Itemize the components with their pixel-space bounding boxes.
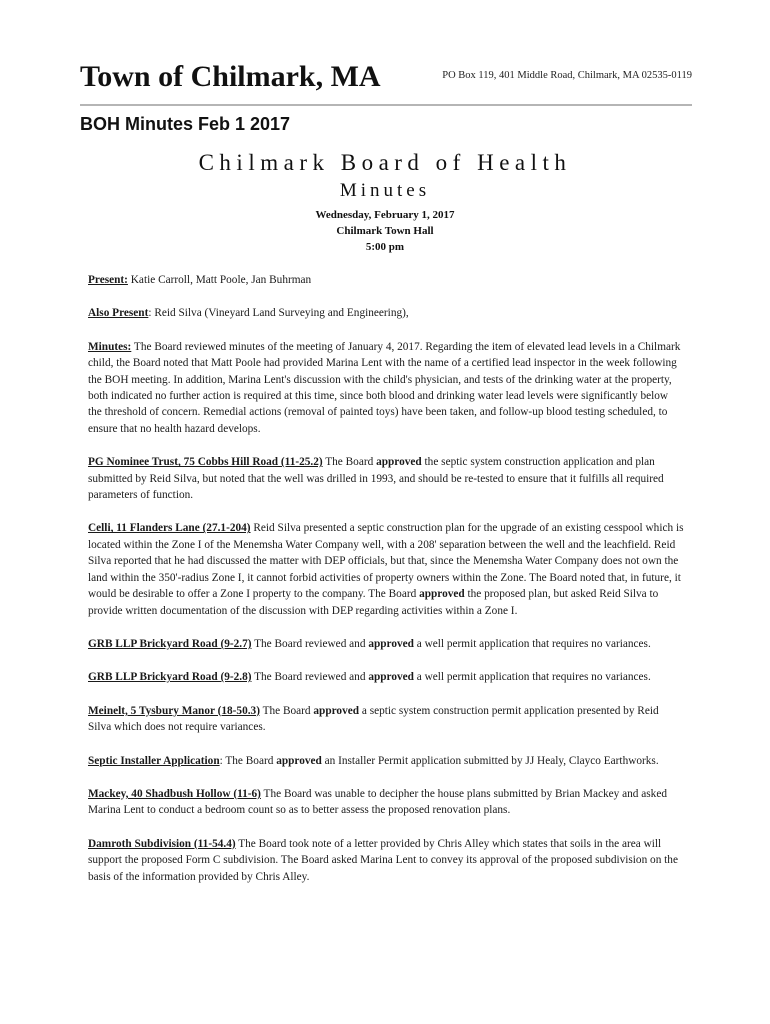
item-paragraph xyxy=(88,636,684,652)
meeting-time: 5:00 pm xyxy=(365,241,405,253)
item-text: The Board xyxy=(259,704,314,717)
item-paragraph xyxy=(88,520,684,618)
meeting-location: Chilmark Town Hall xyxy=(336,225,434,237)
item-label: Minutes: xyxy=(88,340,132,353)
item-paragraph xyxy=(88,339,684,437)
item-label: Celli, 11 Flanders Lane (27.1-204) xyxy=(88,522,251,535)
approved-keyword: approved xyxy=(376,456,422,469)
item-text: The Board was unable to decipher the house plans submitted by Brian Mackey and asked Marina Lent to conduct a bedroom count so as to better assess the proposed renovation plans. xyxy=(88,787,667,817)
item-label: PG Nominee Trust, 75 Cobbs Hill Road (11-25.2) xyxy=(88,456,323,469)
town-address: PO Box 119, 401 Middle Road, Chilmark, MA 02535-0119 xyxy=(442,70,692,81)
minutes-title: Minutes xyxy=(339,180,431,201)
approved-keyword: approved xyxy=(368,637,414,650)
also-present-label: Also Present xyxy=(88,307,149,320)
item-label: GRB LLP Brickyard Road (9-2.7) xyxy=(88,637,252,650)
item-paragraph xyxy=(88,786,684,819)
item-text: The Board reviewed minutes of the meeting of January 4, 2017. Regarding the item of elevated lead levels in a Chilmark child, the Board noted that Matt Poole had provided Marina Lent with the name of a certified lead inspector in the week following the BOH meeting. In addition, Marina Lent's discussion with the child's physician, and tests of the drinking water at the property, both indicated no further action is required at this time, since both blood and drinking water lead levels were significantly below the threshold of concern. Remedial actions (removal of painted toys) have been taken, and follow-up blood testing scheduled, to ensure that no health hazard develops. xyxy=(88,340,681,435)
approved-keyword: approved xyxy=(368,671,414,684)
item-text: The Board xyxy=(322,456,377,469)
item-text: a well permit application that requires no variances. xyxy=(413,671,651,684)
item-text: The Board reviewed and xyxy=(251,671,369,684)
minutes-body xyxy=(88,272,684,902)
item-label: Meinelt, 5 Tysbury Manor (18-50.3) xyxy=(88,704,260,717)
item-paragraph xyxy=(88,669,684,685)
item-label: GRB LLP Brickyard Road (9-2.8) xyxy=(88,671,252,684)
item-text: Reid Silva presented a septic construction plan for the upgrade of an existing cesspool which is located within the Zone I of the Menemsha Water Company well, with a 208' separation between the well and the leachfield. Reid Silva reported that he had discussed the matter with DEP officials, but that, since the Menemsha Water Company does not own the land within the 350'-radius Zone I, it cannot forbid activities of property owners within the Zone. The Board noted that, in future, it would be desirable to offer a Zone I property to the company. The Board xyxy=(88,522,684,601)
letterhead xyxy=(80,60,692,106)
approved-keyword: approved xyxy=(419,588,465,601)
board-title: Chilmark Board of Health xyxy=(198,150,572,175)
approved-keyword: approved xyxy=(313,704,360,717)
item-label: Mackey, 40 Shadbush Hollow (11-6) xyxy=(88,787,261,800)
present-paragraph xyxy=(88,272,684,288)
item-text: the septic system construction application and plan submitted by Reid Silva, but noted that the well was drilled in 1993, and should be re-tested to ensure that it fulfills all required parameters of function. xyxy=(88,456,664,502)
item-text: the proposed plan, but asked Reid Silva to provide written documentation of the discussion with DEP regarding activities within a Zone I. xyxy=(88,588,659,617)
item-label: Septic Installer Application xyxy=(88,754,220,767)
town-name: Town of Chilmark, MA xyxy=(80,60,381,93)
also-present-paragraph xyxy=(88,305,684,321)
item-label: Damroth Subdivision (11-54.4) xyxy=(88,837,236,850)
item-text: a septic system construction permit application presented by Reid Silva which does not require variances. xyxy=(88,704,659,734)
item-paragraph xyxy=(88,703,684,736)
item-text: : The Board xyxy=(219,754,277,767)
item-text: The Board took note of a letter provided by Chris Alley which states that soils in the area will support the proposed Form C subdivision. The Board asked Marina Lent to convey its approval of the proposed subdivision on the basis of the information provided by Chris Alley. xyxy=(88,837,678,883)
meeting-date: Wednesday, February 1, 2017 xyxy=(315,209,455,221)
item-text: a well permit application that requires no variances. xyxy=(413,637,651,650)
item-text: an Installer Permit application submitted by JJ Healy, Clayco Earthworks. xyxy=(321,754,659,767)
item-text: The Board reviewed and xyxy=(251,637,369,650)
approved-keyword: approved xyxy=(276,754,322,767)
present-label: Present: xyxy=(88,274,128,286)
document-title: BOH Minutes Feb 1 2017 xyxy=(80,114,291,134)
also-present-text: : Reid Silva (Vineyard Land Surveying and Engineering), xyxy=(148,307,409,320)
item-paragraph xyxy=(88,753,684,769)
item-paragraph xyxy=(88,454,684,503)
present-text: Katie Carroll, Matt Poole, Jan Buhrman xyxy=(127,274,312,286)
item-paragraph xyxy=(88,836,684,885)
